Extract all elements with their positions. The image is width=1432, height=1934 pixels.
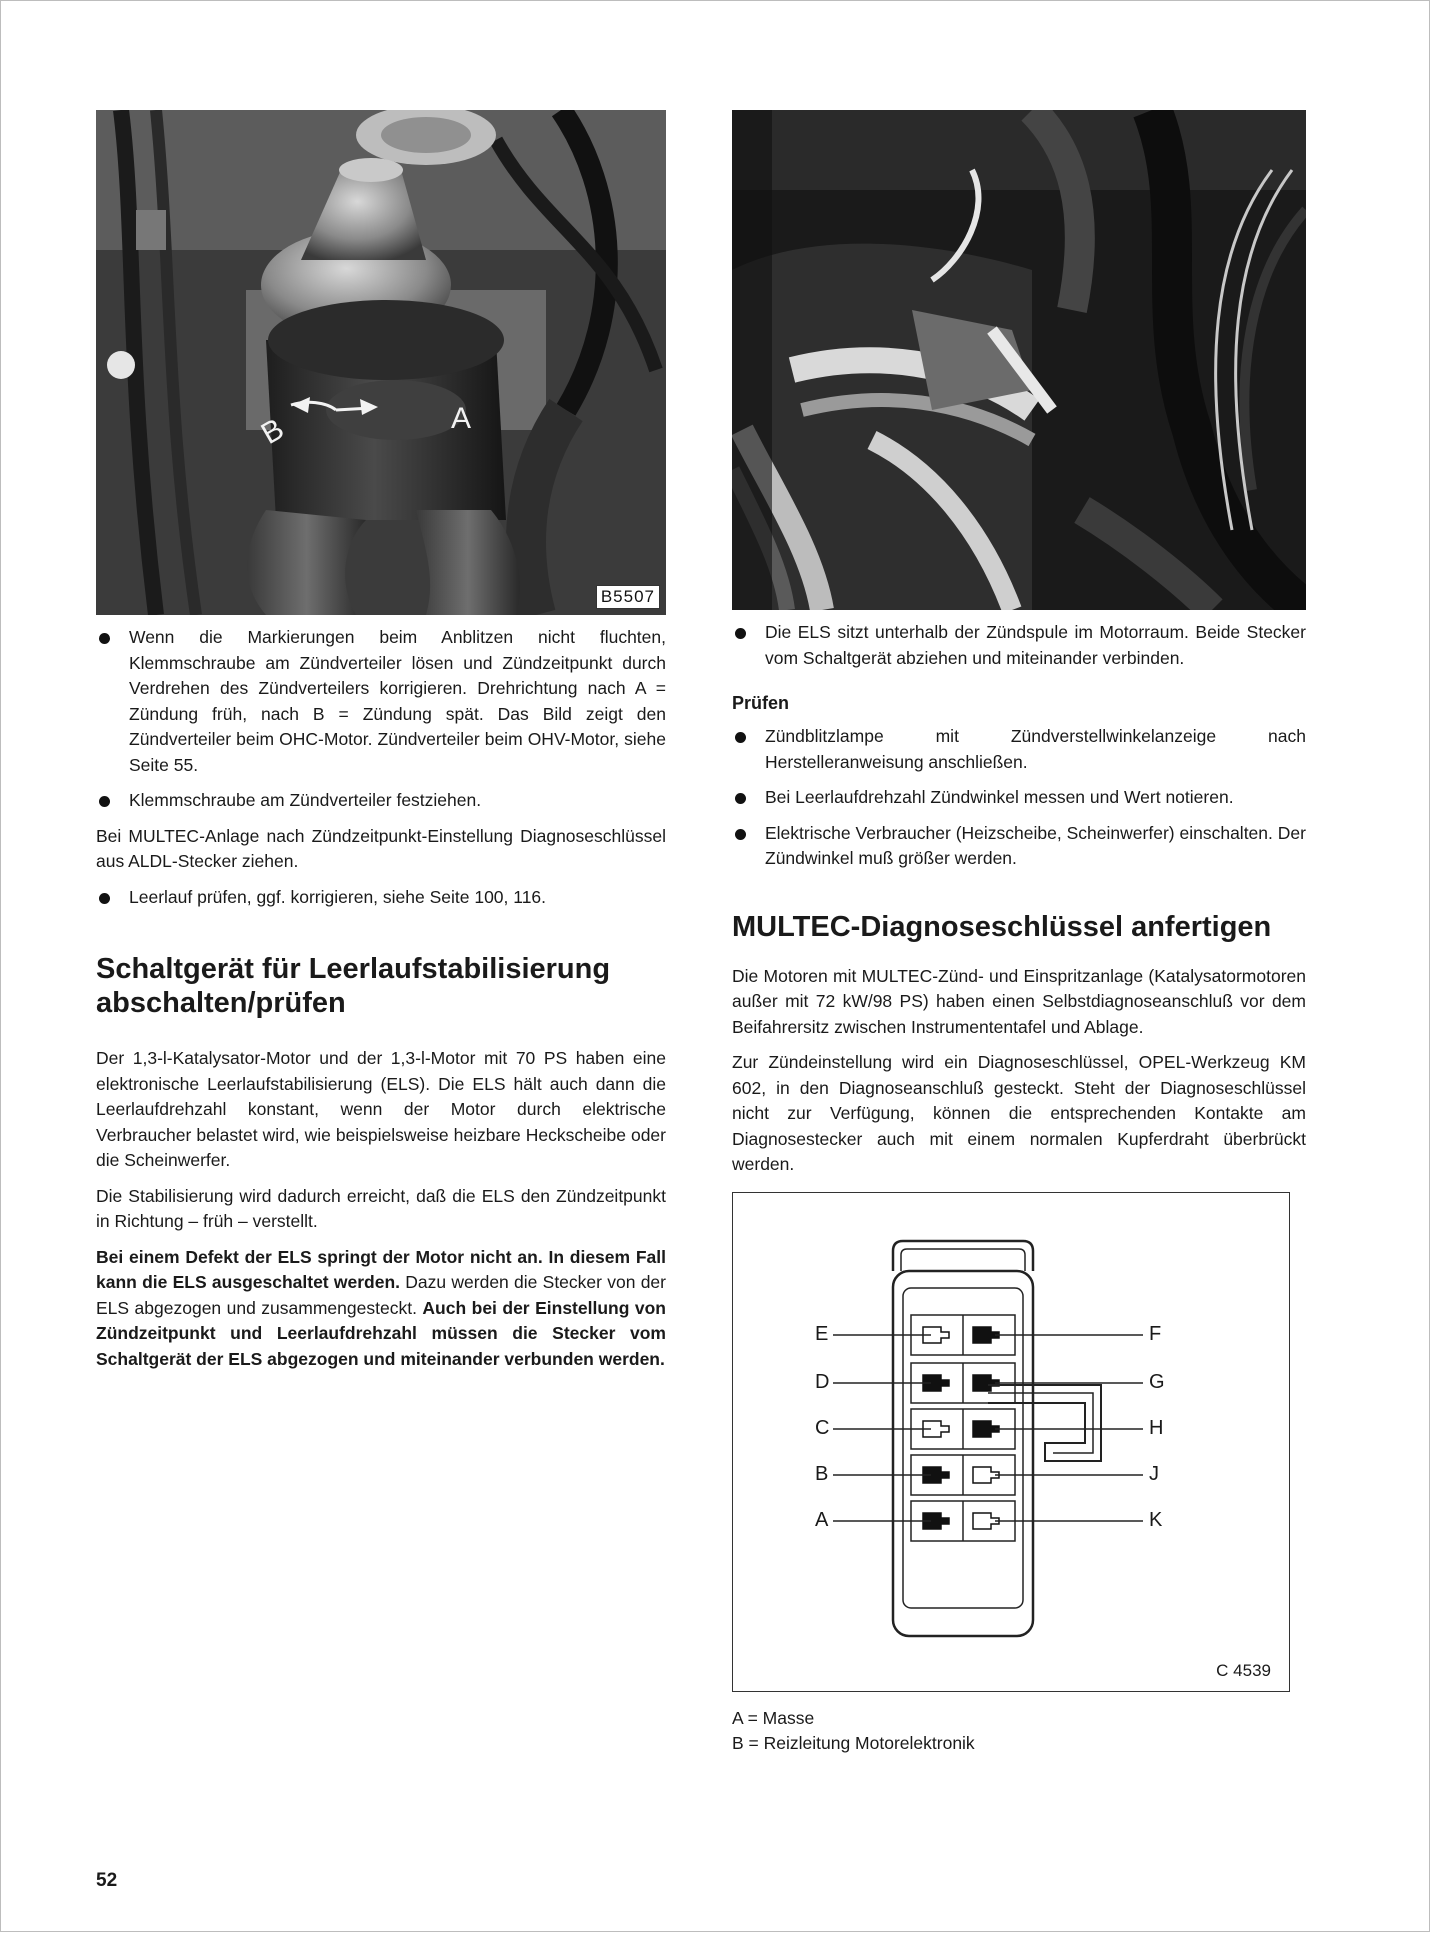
connector-label-left: A xyxy=(815,1508,829,1531)
left-column xyxy=(96,110,666,1372)
connector-label-left: E xyxy=(815,1322,829,1345)
bullet-item: Leerlauf prüfen, ggf. korrigieren, siehe Seite 100, 116. xyxy=(96,885,666,911)
engine-bay-photo-drawing xyxy=(732,110,1306,610)
bullet-dot xyxy=(735,628,746,639)
pruefen-list xyxy=(732,724,1306,872)
diagnosis-connector-diagram xyxy=(732,1192,1290,1692)
connector-label-left: C xyxy=(815,1416,830,1439)
els-para-3: Bei einem Defekt der ELS springt der Motor nicht an. In diesem Fall kann die ELS ausgeschaltet werden. Dazu werden die Stecker von der ELS abgezogen und zusammengesteckt. Auch bei der Einstellung von Zündzeitpunkt und Leerlaufdrehzahl müssen die Stecker vom Schaltgerät der ELS abgezogen und miteinander verbunden werden. xyxy=(96,1246,666,1369)
multec-text xyxy=(732,964,1306,1178)
section-heading-els: Schaltgerät für Leerlaufstabilisierung abschalten/prüfen xyxy=(96,953,611,1019)
engine-bay-photo xyxy=(732,110,1306,610)
photo-code: B5507 xyxy=(596,585,660,609)
bullet-dot xyxy=(99,796,110,807)
right-column xyxy=(732,110,1306,1757)
connector-label-left: D xyxy=(815,1370,830,1393)
bullet-dot xyxy=(99,893,110,904)
right-top-text xyxy=(732,620,1306,671)
legend-item: B = Reizleitung Motorelektronik xyxy=(732,1733,975,1753)
bullet-item: Klemmschraube am Zündverteiler festziehen. xyxy=(96,788,666,814)
connector-label-right: H xyxy=(1149,1416,1164,1439)
left-top-text xyxy=(96,625,666,910)
photo-label-b: B xyxy=(255,412,290,451)
connector-label-right: G xyxy=(1149,1370,1165,1393)
diagram-legend xyxy=(732,1706,1306,1757)
multec-note: Bei MULTEC-Anlage nach Zündzeitpunkt-Einstellung Diagnoseschlüssel aus ALDL-Stecker ziehen. xyxy=(96,825,666,871)
bullet-item: Wenn die Markierungen beim Anblitzen nicht fluchten, Klemmschraube am Zündverteiler lösen und Zündzeitpunkt durch Verdrehen des Zündverteilers korrigieren. Drehrichtung nach A = Zündung früh, nach B = Zündung spät. Das Bild zeigt den Zündverteiler beim OHC-Motor. Zündverteiler beim OHV-Motor, siehe Seite 55. xyxy=(96,625,666,778)
bullet-dot xyxy=(99,633,110,644)
els-para-2: Die Stabilisierung wird dadurch erreicht, daß die ELS den Zündzeitpunkt in Richtung – früh – verstellt. xyxy=(96,1185,666,1231)
bullet-item: Bei Leerlaufdrehzahl Zündwinkel messen und Wert notieren. xyxy=(732,785,1306,811)
distributor-photo-drawing xyxy=(96,110,666,615)
els-text xyxy=(96,1046,666,1372)
multec-para-1: Die Motoren mit MULTEC-Zünd- und Einspritzanlage (Katalysatormotoren außer mit 72 kW/98 PS) haben einen Selbstdiagnoseanschluß vor dem Beifahrersitz zwischen Instrumententafel und Ablage. xyxy=(732,965,1306,1037)
bullet-item: Zündblitzlampe mit Zündverstellwinkelanzeige nach Herstelleranweisung anschließen. xyxy=(732,724,1306,775)
bullet-dot xyxy=(735,829,746,840)
multec-para-2: Zur Zündeinstellung wird ein Diagnoseschlüssel, OPEL-Werkzeug KM 602, in den Diagnoseanschluß gesteckt. Steht der Diagnoseschlüssel nicht zur Verfügung, können die entsprechenden Kontakte am Diagnosestecker auch mit einem normalen Kupferdraht überbrückt werden. xyxy=(732,1052,1306,1174)
distributor-photo xyxy=(96,110,666,615)
connector-label-right: K xyxy=(1149,1508,1163,1531)
connector-label-right: F xyxy=(1149,1322,1162,1345)
bullet-item: Die ELS sitzt unterhalb der Zündspule im Motorraum. Beide Stecker vom Schaltgerät abziehen und miteinander verbinden. xyxy=(732,620,1306,671)
section-heading-multec: MULTEC-Diagnoseschlüssel anfertigen xyxy=(732,910,1272,943)
bullet-item: Elektrische Verbraucher (Heizscheibe, Scheinwerfer) einschalten. Der Zündwinkel muß größer werden. xyxy=(732,821,1306,872)
diagram-code: C 4539 xyxy=(1216,1660,1271,1680)
legend-item: A = Masse xyxy=(732,1707,815,1728)
connector-drawing xyxy=(733,1193,1288,1690)
photo-label-a: A xyxy=(451,402,472,435)
connector-label-left: B xyxy=(815,1462,829,1485)
pruefen-heading: Prüfen xyxy=(732,693,790,713)
els-para-1: Der 1,3-l-Katalysator-Motor und der 1,3-l-Motor mit 70 PS haben eine elektronische Leerlaufstabilisierung (ELS). Die ELS hält auch dann die Leerlaufdrehzahl konstant, wenn der Motor durch elektrische Verbraucher belastet wird, wie beispielsweise heizbare Heckscheibe oder die Scheinwerfer. xyxy=(96,1048,666,1170)
bullet-dot xyxy=(735,793,746,804)
page-number: 52 xyxy=(96,1870,118,1891)
connector-label-right: J xyxy=(1149,1462,1159,1485)
connector-rows xyxy=(833,1315,1143,1541)
bullet-dot xyxy=(735,732,746,743)
